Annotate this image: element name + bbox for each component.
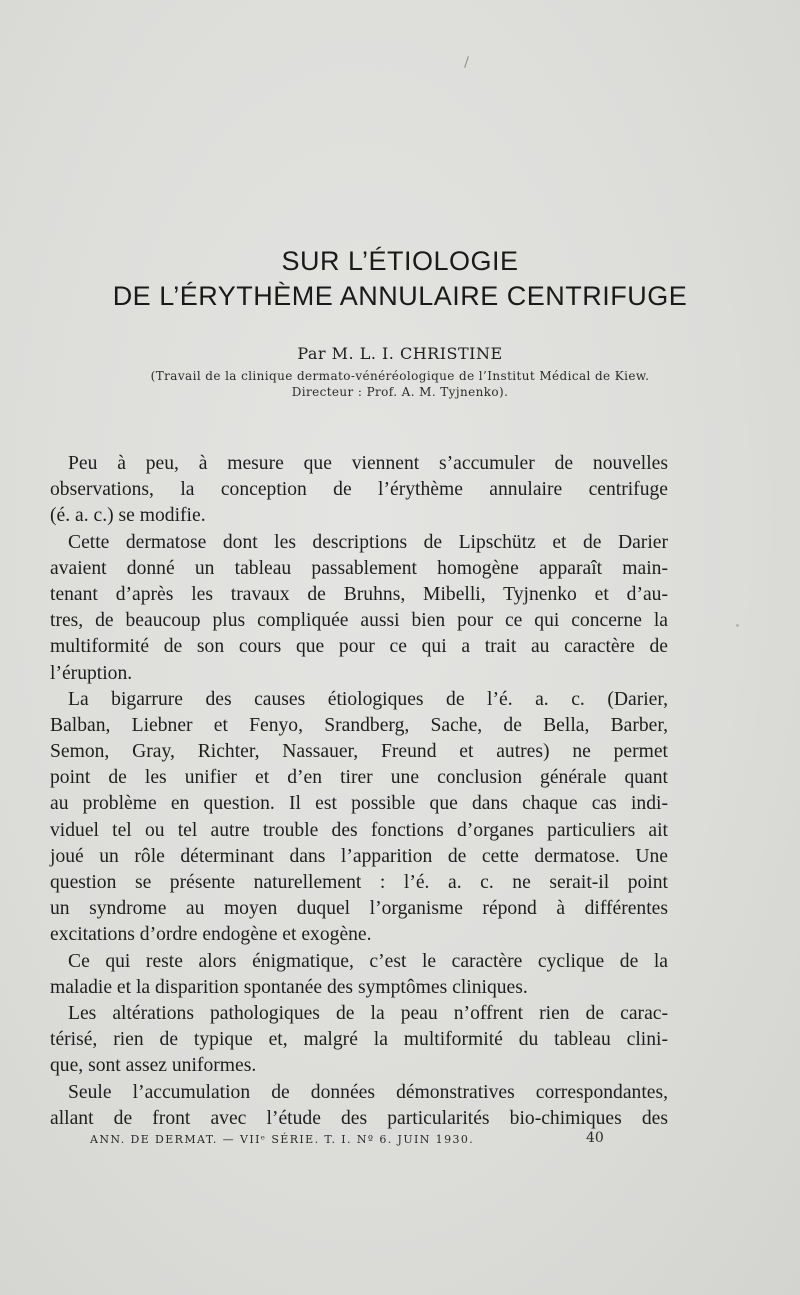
body-line: avaient donné un tableau passablement homogène apparaît main- (50, 557, 668, 579)
article-title-line-2: DE L’ÉRYTHÈME ANNULAIRE CENTRIFUGE (112, 281, 688, 311)
body-line: un syndrome au moyen duquel l’organisme répond à différentes (50, 898, 668, 920)
body-line: que, sont assez uniformes. (50, 1055, 257, 1077)
affiliation-line-2: Directeur : Prof. A. M. Tyjnenko). (291, 385, 509, 399)
journal-footer: ANN. DE DERMAT. — VIIᵉ SÉRIE. T. I. Nº 6. JUIN 1930. (90, 1133, 475, 1146)
body-line: excitations d’ordre endogène et exogène. (50, 924, 372, 946)
body-line: maladie et la disparition spontanée des symptômes cliniques. (50, 976, 528, 998)
body-line: viduel tel ou tel autre trouble des fonctions d’organes particuliers ait (50, 819, 668, 841)
body-line: térisé, rien de typique et, malgré la multiformité du tableau clini- (50, 1029, 668, 1051)
pencil-mark (464, 56, 469, 68)
body-line: joué un rôle déterminant dans l’apparition de cette dermatose. Une (50, 845, 668, 867)
article-body (50, 451, 668, 1132)
body-line: (é. a. c.) se modifie. (50, 505, 206, 527)
body-line: point de les unifier et d’en tirer une conclusion générale quant (50, 767, 668, 789)
body-line: question se présente naturellement : l’é. a. c. ne serait-il point (50, 872, 668, 893)
body-line: au problème en question. Il est possible que dans chaque cas indi- (50, 793, 668, 815)
article-title-line-1: SUR L’ÉTIOLOGIE (281, 246, 519, 276)
body-line: Cette dermatose dont les descriptions de Lipschütz et de Darier (68, 531, 668, 553)
body-line: Balban, Liebner et Fenyo, Srandberg, Sache, de Bella, Barber, (50, 714, 668, 736)
body-line: observations, la conception de l’érythème annulaire centrifuge (50, 479, 668, 501)
body-line: La bigarrure des causes étiologiques de l’é. a. c. (Darier, (68, 688, 668, 710)
paper-speck (736, 624, 739, 627)
affiliation-line-1: (Travail de la clinique dermato-vénéréologique de l’Institut Médical de Kiew. (150, 369, 650, 383)
body-line: multiformité de son cours que pour ce qui a trait au caractère de (50, 636, 668, 658)
body-line: allant de front avec l’étude des particularités bio-chimiques des (50, 1107, 668, 1129)
body-line: tres, de beaucoup plus compliquée aussi bien pour ce qui concerne la (50, 610, 668, 632)
body-line: Seule l’accumulation de données démonstratives correspondantes, (68, 1081, 668, 1103)
body-line: Ce qui reste alors énigmatique, c’est le caractère cyclique de la (68, 950, 668, 972)
body-line: tenant d’après les travaux de Bruhns, Mibelli, Tyjnenko et d’au- (50, 583, 668, 605)
body-line: Les altérations pathologiques de la peau n’offrent rien de carac- (68, 1002, 668, 1024)
body-line: Semon, Gray, Richter, Nassauer, Freund et autres) ne permet (50, 741, 668, 763)
body-line: Peu à peu, à mesure que viennent s’accumuler de nouvelles (68, 453, 668, 474)
body-line: l’éruption. (50, 662, 133, 684)
page-number: 40 (586, 1130, 604, 1146)
author-byline: Par M. L. I. CHRISTINE (297, 344, 503, 363)
